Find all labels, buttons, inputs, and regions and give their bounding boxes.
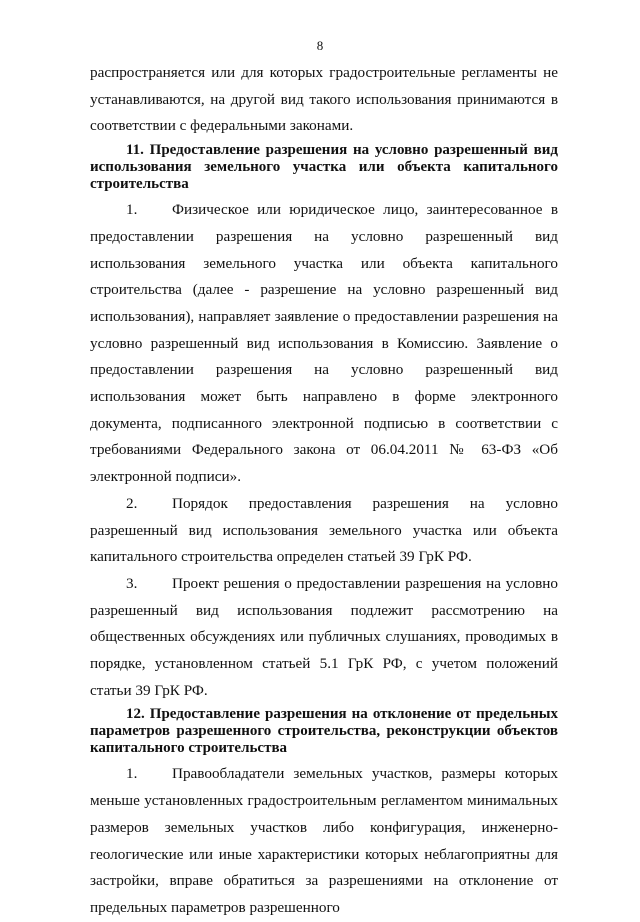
page-number: 8 bbox=[316, 38, 324, 53]
item-number: 2. bbox=[126, 494, 138, 512]
section-11-item-2 bbox=[90, 491, 558, 571]
intro-paragraph: распространяется или для которых градостроительные регламенты не устанавливаются, на другой вид такого использования принимаются в соответствии с федеральными законами. bbox=[90, 64, 558, 135]
document-body bbox=[90, 60, 558, 922]
item-text: Проект решения о предоставлении разрешения на условно разрешенный вид использования подлежит рассмотрению на общественных обсуждениях или публичных слушаниях, проводимых в порядке, установленном статьей 5.1 ГрК РФ, с учетом положений статьи 39 ГрК РФ. bbox=[90, 574, 558, 699]
item-text: Порядок предоставления разрешения на условно разрешенный вид использования земельного участка или объекта капитального строительства определен статьей 39 ГрК РФ. bbox=[90, 494, 558, 566]
item-number: 3. bbox=[126, 574, 138, 592]
item-text: Правообладатели земельных участков, размеры которых меньше установленных градостроительным регламентом минимальных размеров земельных участков либо конфигурация, инженерно-геологические или иные характеристики которых неблагоприятны для застройки, вправе обратиться за разрешениями на отклонение от предельных параметров разрешенного bbox=[90, 765, 558, 916]
section-11-item-3 bbox=[90, 571, 558, 705]
section-12-item-1 bbox=[90, 761, 558, 921]
section-11-heading: 11. Предоставление разрешения на условно разрешенный вид использования земельного участка или объекта капитального строительства bbox=[90, 142, 558, 193]
section-12-heading: 12. Предоставление разрешения на отклонение от предельных параметров разрешенного строительства, реконструкции объектов капитального строительства bbox=[90, 706, 558, 757]
item-text: Физическое или юридическое лицо, заинтересованное в предоставлении разрешения на условно разрешенный вид использования земельного участка или объекта капитального строительства (далее - разрешение на условно разрешенный вид использования), направляет заявление о предоставлении разрешения на условно разрешенный вид использования в Комиссию. Заявление о предоставлении разрешения на условно разрешенный вид использования может быть направлено в форме электронного документа, подписанного электронной подписью в соответствии с требованиями Федерального закона от 06.04.2011 № 63-ФЗ «Об электронной подписи». bbox=[90, 201, 558, 486]
item-number: 1. bbox=[126, 765, 138, 783]
item-number: 1. bbox=[126, 201, 138, 219]
section-11-item-1 bbox=[90, 197, 558, 491]
